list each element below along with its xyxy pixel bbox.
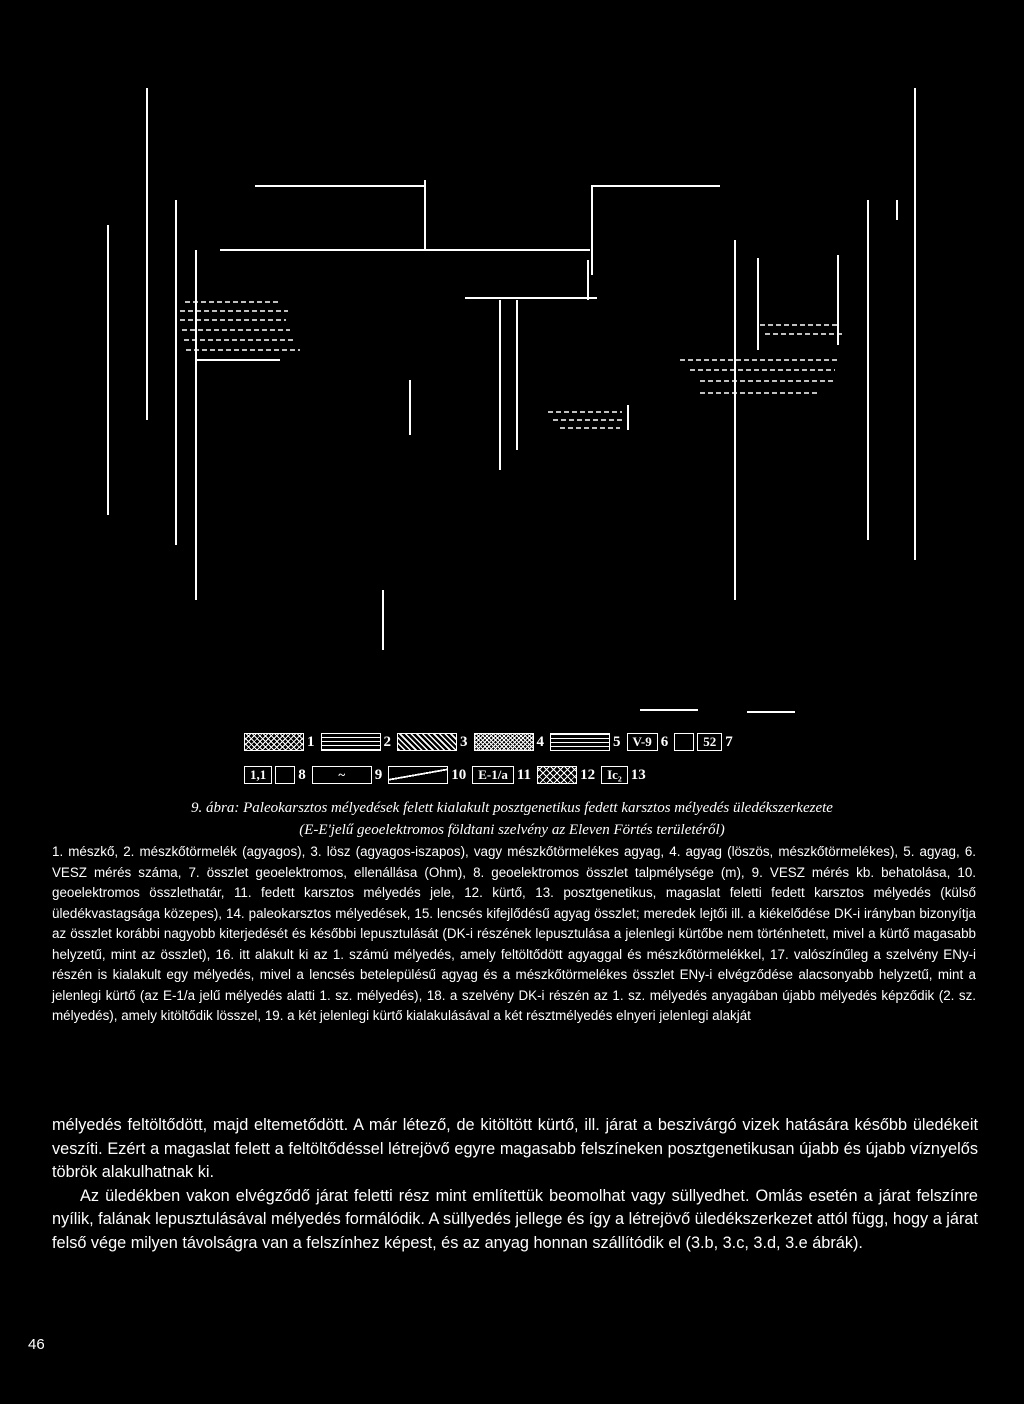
legend-number: 6 (660, 733, 669, 750)
empty-box (674, 733, 694, 751)
paragraph-2: Az üledékben vakon elvégződő járat feletti rész mint említettük beomolhat vagy süllyedhet. Omlás esetén a járat felszínre nyílik, falának lepusztulásával mélyedés formálódik. A süllyedés jellege és így a létrejövő üledékszerkezet attól függ, hogy a járat felső vége milyen távolságra van a felszínhez képest, és az anyag honnan szállítódik el (3.b, 3.c, 3.d, 3.e ábrák). (52, 1186, 978, 1252)
legend-item-5 (550, 733, 625, 751)
limestone-swatch (244, 733, 304, 751)
legend-item-1 (244, 733, 319, 751)
legend-item-6 (627, 733, 673, 751)
clay-swatch (550, 733, 610, 751)
legend-item-3 (397, 733, 472, 751)
vesz-measurement-box: V-9 (627, 733, 658, 751)
legend-description: 1. mészkő, 2. mészkőtörmelék (agyagos), 3. lösz (agyagos-iszapos), vagy mészkőtörmelékes agyag, 4. agyag (löszös, mészkőtörmelékes), 5. agyag, 6. VESZ mérés száma, 7. összlet geoelektromos, ellenállása (Ohm), 8. geoelektromos összlet talpmélysége (m), 9. VESZ mérés kb. behatolása, 10. geoelektromos összlethatár, 11. fedett karsztos mélyedés jele, 12. kürtő, 13. posztgenetikus, magaslat feletti fedett karsztos mélyedés (külső üledékvastagsága közepes), 14. paleokarsztos mélyedések, 15. lencsés kifejlődésű agyag összlet; meredek lejtői ill. a kiékelődése DK-i irányban bizonyítja az összlet korábbi nagyobb kiterjedését és későbbi lepusztulását (DK-i részének lepusztulása a jelenlegi kürtőbe nem történhetett, mivel a kürtő magasabb helyzetű, mint az összlet), 16. itt alakult ki az 1. számú mélyedés, amely feltöltődött agyaggal és mészkőtörmelékkel, 17. valószínűleg a szelvény ENy-i részén is kialakult egy mélyedés, mivel a lencsés betelepülésű agyag és a mészkőtörmelékes összlet ENy-i elvégződése alacsonyabb helyzetű, mint a jelenlegi kürtő (az E-1/a jelű mélyedés alatti 1. sz. mélyedés), 18. a szelvény DK-i részén az 1. sz. mélyedés anyagában újabb mélyedés képződik (2. sz. mélyedés), amely kitöltődik lösszel, 19. a két jelenlegi kürtő kialakulásával a két résztmélyedés elnyeri jelenlegi alakját (52, 844, 976, 1023)
legend-item-2 (321, 733, 396, 751)
legend-item-4 (474, 733, 549, 751)
depression-box: Ic₂ (601, 766, 628, 784)
legend-item-12 (537, 766, 599, 784)
legend-item-13 (601, 766, 650, 784)
empty-box (275, 766, 295, 784)
legend-item-7 (674, 733, 737, 751)
legend-number: 9 (374, 766, 383, 783)
legend-number: 3 (460, 733, 468, 750)
legend-item-9 (312, 766, 387, 784)
boundary-line-swatch (388, 766, 448, 784)
body-text (52, 1114, 978, 1255)
legend-number: 7 (725, 733, 733, 750)
legend-number: 8 (298, 766, 306, 783)
legend-number: 12 (580, 766, 596, 783)
figure-caption-line-1: 9. ábra: Paleokarsztos mélyedések felett kialakult posztgenetikus fedett karsztos mélyedés üledékszerkezete (191, 800, 833, 816)
legend-number: 4 (536, 733, 544, 750)
paragraph-1: mélyedés feltöltődött, majd eltemetődött. A már létező, de kitöltött kürtő, ill. járat a beszivárgó vizek hatására később üledékeit veszíti. Ezért a magaslat felett a feltöltődéssel létrejövő egyre magasabb felszíneken posztgenetikusan újabb és újabb víznyelős töbrök alakulhatnak ki. (52, 1116, 978, 1181)
legend-item-10 (388, 766, 470, 784)
page-number: 46 (28, 1336, 45, 1353)
legend-item-11 (472, 766, 535, 784)
legend-row-1 (244, 733, 739, 751)
legend-number: 2 (383, 733, 391, 750)
legend-number: 10 (451, 766, 467, 783)
legend-number: 1 (307, 733, 315, 750)
legend-number: 13 (630, 766, 646, 783)
legend-number: 5 (613, 733, 621, 750)
legend-number: 11 (516, 766, 532, 783)
covered-karst-box: E-1/a (472, 766, 514, 784)
depth-box: 1,1 (244, 766, 272, 784)
legend-item-8 (244, 766, 310, 784)
legend-row-2 (244, 766, 652, 784)
resistance-box: 52 (697, 733, 722, 751)
figure-caption-line-2: (E-E'jelű geoelektromos földtani szelvény az Eleven Förtés területéről) (299, 822, 725, 838)
loess-swatch (397, 733, 457, 751)
shaft-swatch (537, 766, 577, 784)
limestone-debris-swatch (321, 733, 381, 751)
loessy-clay-swatch (474, 733, 534, 751)
penetration-box: ~ (312, 766, 372, 784)
